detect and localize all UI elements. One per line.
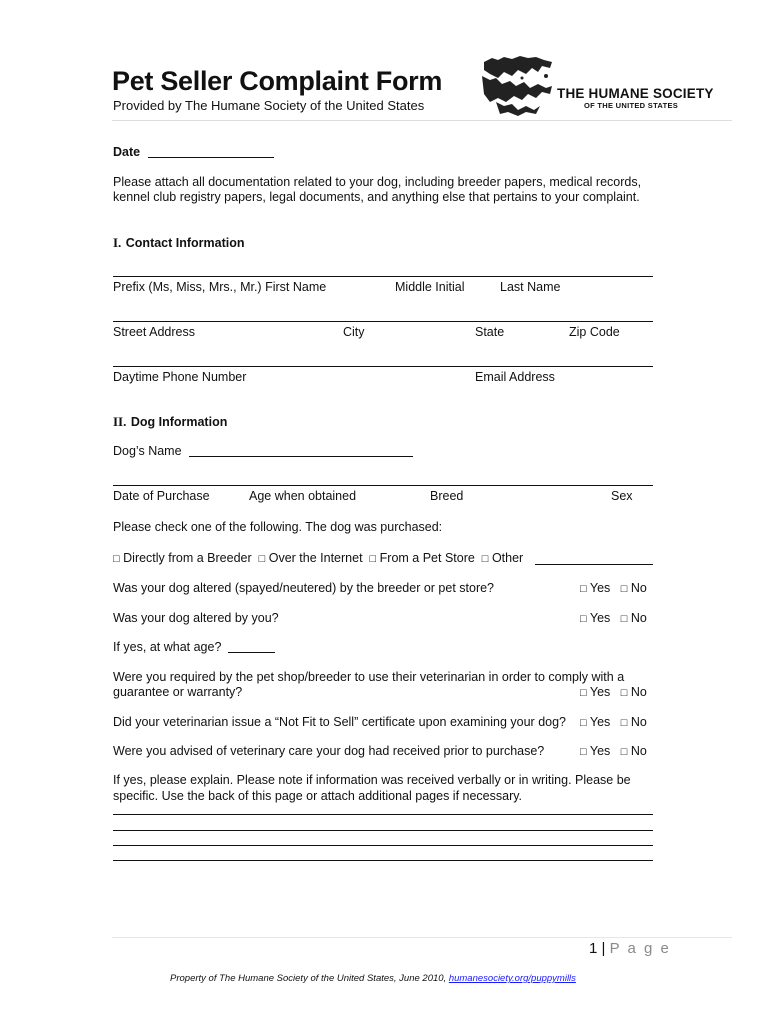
logo-subtitle: OF THE UNITED STATES xyxy=(584,101,679,110)
age-obtained-label: Age when obtained xyxy=(249,489,357,503)
yes-label: Yes xyxy=(589,685,611,699)
other-option-label: Other xyxy=(491,551,524,565)
middle-initial-label: Middle Initial xyxy=(395,280,465,294)
no-label: No xyxy=(630,744,647,758)
contact-numeral: I. xyxy=(113,235,122,250)
page-separator: | xyxy=(597,940,610,957)
dog-numeral: II. xyxy=(113,414,127,429)
no-label: No xyxy=(630,611,647,625)
address-field[interactable] xyxy=(113,321,653,322)
no-label: No xyxy=(630,715,647,729)
yes-checkbox[interactable]: □ xyxy=(580,613,587,625)
name-field[interactable] xyxy=(113,276,653,277)
purchase-info-field[interactable] xyxy=(113,485,653,486)
yes-label: Yes xyxy=(589,581,611,595)
phone-email-field[interactable] xyxy=(113,366,653,367)
email-label: Email Address xyxy=(475,370,555,384)
yes-checkbox[interactable]: □ xyxy=(580,687,587,699)
sex-label: Sex xyxy=(611,489,633,503)
explain-line-1: If yes, please explain. Please note if information was received verbally or in writing. Please be xyxy=(113,773,631,787)
q-vet-line-1: Were you required by the pet shop/breeder to use their veterinarian in order to comply with a xyxy=(113,670,625,684)
logo-title: THE HUMANE SOCIETY xyxy=(557,86,714,101)
yes-label: Yes xyxy=(589,715,611,729)
phone-label: Daytime Phone Number xyxy=(113,370,247,384)
yes-no-altered-you xyxy=(580,611,647,625)
internet-option-label: Over the Internet xyxy=(268,551,363,565)
yes-label: Yes xyxy=(589,611,611,625)
form-title: Pet Seller Complaint Form xyxy=(112,66,443,96)
age-field[interactable] xyxy=(228,638,275,653)
yes-checkbox[interactable]: □ xyxy=(580,746,587,758)
yes-checkbox[interactable]: □ xyxy=(580,583,587,595)
state-label: State xyxy=(475,325,505,339)
header-divider xyxy=(112,120,732,121)
page-number xyxy=(589,940,671,957)
explain-line-2: specific. Use the back of this page or attach additional pages if necessary. xyxy=(113,789,523,803)
dog-name-label: Dog’s Name xyxy=(113,444,182,458)
footer-property: Property of The Humane Society of the United States, June 2010, xyxy=(170,973,449,984)
yes-no-not-fit xyxy=(580,715,647,729)
explain-field-2[interactable] xyxy=(113,830,653,831)
last-name-label: Last Name xyxy=(500,280,561,294)
dog-section-heading xyxy=(113,413,227,431)
yes-no-advised xyxy=(580,744,647,758)
other-field[interactable] xyxy=(535,564,653,565)
contact-heading: Contact Information xyxy=(125,236,245,250)
no-label: No xyxy=(630,685,647,699)
yes-no-vet xyxy=(580,685,647,699)
q-altered-breeder: Was your dog altered (spayed/neutered) by the breeder or pet store? xyxy=(113,581,495,595)
form-subtitle: Provided by The Humane Society of the United States xyxy=(113,98,425,113)
q-age: If yes, at what age? xyxy=(113,640,222,654)
yes-no-altered-breeder xyxy=(580,581,647,595)
petstore-option-label: From a Pet Store xyxy=(379,551,475,565)
date-label: Date xyxy=(113,145,141,159)
city-label: City xyxy=(343,325,365,339)
other-checkbox[interactable]: □ xyxy=(481,553,489,565)
breeder-checkbox[interactable]: □ xyxy=(113,553,120,565)
date-field[interactable] xyxy=(148,143,274,158)
no-checkbox[interactable]: □ xyxy=(620,687,628,699)
dog-heading: Dog Information xyxy=(130,415,228,429)
breeder-option-label: Directly from a Breeder xyxy=(123,551,252,565)
prefix-first-label: Prefix (Ms, Miss, Mrs., Mr.) First Name xyxy=(113,280,327,294)
breed-label: Breed xyxy=(430,489,464,503)
animal-silhouettes-icon xyxy=(478,54,556,116)
page-word: P a g e xyxy=(609,940,671,957)
explain-field-4[interactable] xyxy=(113,860,653,861)
explain-field-3[interactable] xyxy=(113,845,653,846)
page-num: 1 xyxy=(589,940,598,957)
purchase-prompt: Please check one of the following. The dog was purchased: xyxy=(113,520,443,534)
intro-line-1: Please attach all documentation related to your dog, including breeder papers, medical records, xyxy=(113,175,642,189)
footer-divider xyxy=(112,937,732,938)
no-checkbox[interactable]: □ xyxy=(620,746,628,758)
internet-checkbox[interactable]: □ xyxy=(258,553,266,565)
petstore-checkbox[interactable]: □ xyxy=(369,553,377,565)
q-not-fit: Did your veterinarian issue a “Not Fit to Sell” certificate upon examining your dog? xyxy=(113,715,566,729)
puppymills-link[interactable]: humanesociety.org/puppymills xyxy=(448,973,576,984)
contact-section-heading xyxy=(113,234,245,252)
no-checkbox[interactable]: □ xyxy=(620,583,628,595)
footer-note xyxy=(170,973,576,984)
q-vet-line-2: guarantee or warranty? xyxy=(113,685,243,699)
dog-name-field[interactable] xyxy=(189,442,413,457)
explain-field-1[interactable] xyxy=(113,814,653,815)
q-advised: Were you advised of veterinary care your dog had received prior to purchase? xyxy=(113,744,545,758)
zip-label: Zip Code xyxy=(569,325,620,339)
street-label: Street Address xyxy=(113,325,195,339)
no-label: No xyxy=(630,581,647,595)
intro-line-2: kennel club registry papers, legal documents, and anything else that pertains to your complaint. xyxy=(113,190,640,204)
no-checkbox[interactable]: □ xyxy=(620,613,628,625)
yes-label: Yes xyxy=(589,744,611,758)
purchase-options xyxy=(113,551,523,565)
yes-checkbox[interactable]: □ xyxy=(580,717,587,729)
no-checkbox[interactable]: □ xyxy=(620,717,628,729)
date-purchase-label: Date of Purchase xyxy=(113,489,210,503)
q-altered-you: Was your dog altered by you? xyxy=(113,611,279,625)
